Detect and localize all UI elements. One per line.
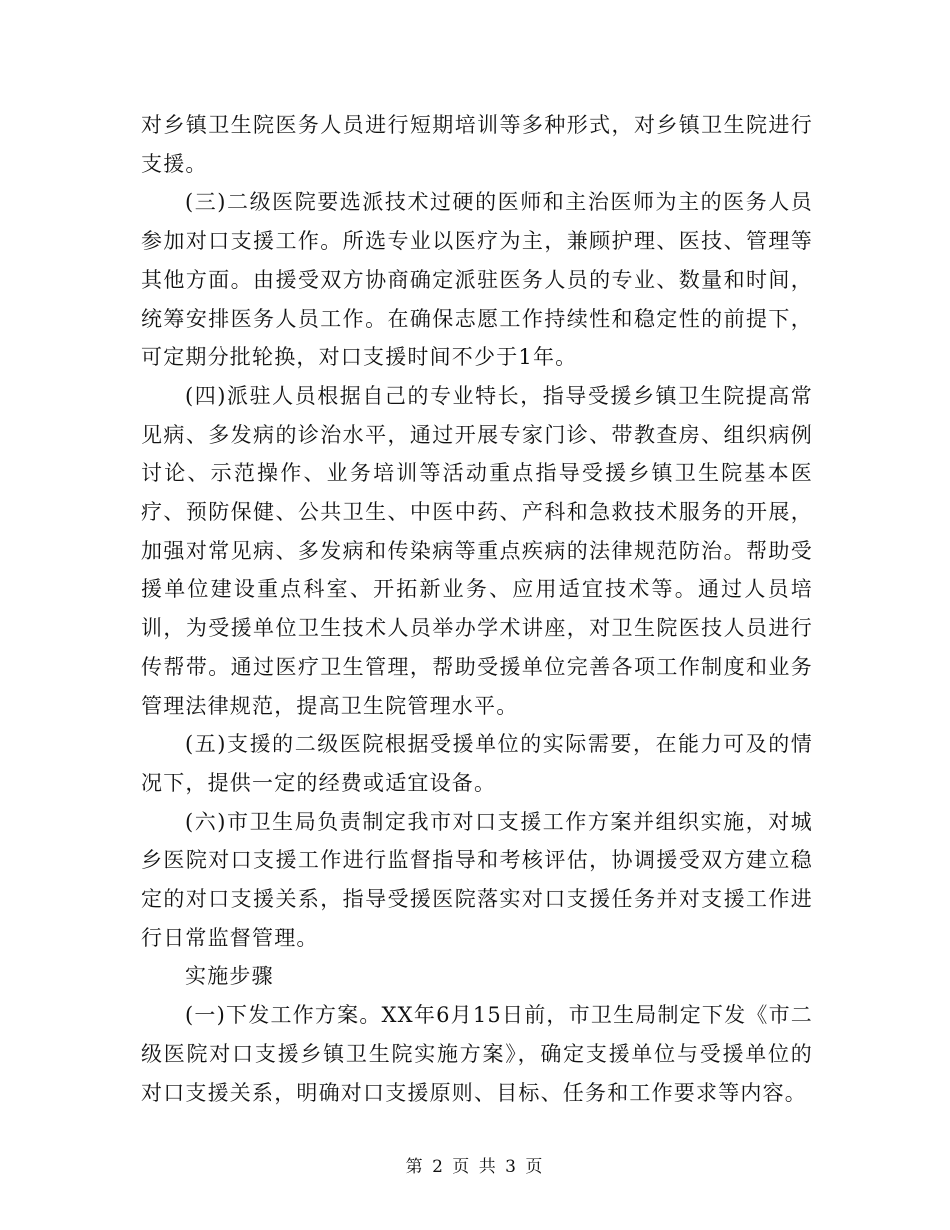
paragraph-item-3: (三)二级医院要选派技术过硬的医师和主治医师为主的医务人员参加对口支援工作。所选专业以医疗为主，兼顾护理、医技、管理等其他方面。由援受双方协商确定派驻医务人员的专业、数量和时间，统筹安排医务人员工作。在确保志愿工作持续性和稳定性的前提下，可定期分批轮换，对口支援时间不少于1年。 [141,190,813,370]
paragraph-item-6: (六)市卫生局负责制定我市对口支援工作方案并组织实施，对城乡医院对口支援工作进行监督指导和考核评估，协调援受双方建立稳定的对口支援关系，指导受援医院落实对口支援任务并对支援工作进行日常监督管理。 [141,809,813,950]
document-body [141,106,813,1112]
section-heading: 实施步骤 [185,964,274,989]
paragraph-item-4: (四)派驻人员根据自己的专业特长，指导受援乡镇卫生院提高常见病、多发病的诊治水平，通过开展专家门诊、带教查房、组织病例讨论、示范操作、业务培训等活动重点指导受援乡镇卫生院基本医疗、预防保健、公共卫生、中医中药、产科和急救技术服务的开展，加强对常见病、多发病和传染病等重点疾病的法律规范防治。帮助受援单位建设重点科室、开拓新业务、应用适宜技术等。通过人员培训，为受援单位卫生技术人员举办学术讲座，对卫生院医技人员进行传帮带。通过医疗卫生管理，帮助受援单位完善各项工作制度和业务管理法律规范，提高卫生院管理水平。 [141,383,813,718]
page-number-footer: 第 2 页 共 3 页 [405,1157,545,1177]
paragraph-item-5: (五)支援的二级医院根据受援单位的实际需要，在能力可及的情况下，提供一定的经费或适宜设备。 [141,732,813,795]
paragraph-step-1: (一)下发工作方案。XX年6月15日前，市卫生局制定下发《市二级医院对口支援乡镇卫生院实施方案》，确定支援单位与受援单位的对口支援关系，明确对口支援原则、目标、任务和工作要求等内容。 [141,1003,813,1105]
paragraph-continuation: 对乡镇卫生院医务人员进行短期培训等多种形式，对乡镇卫生院进行支援。 [141,113,813,176]
